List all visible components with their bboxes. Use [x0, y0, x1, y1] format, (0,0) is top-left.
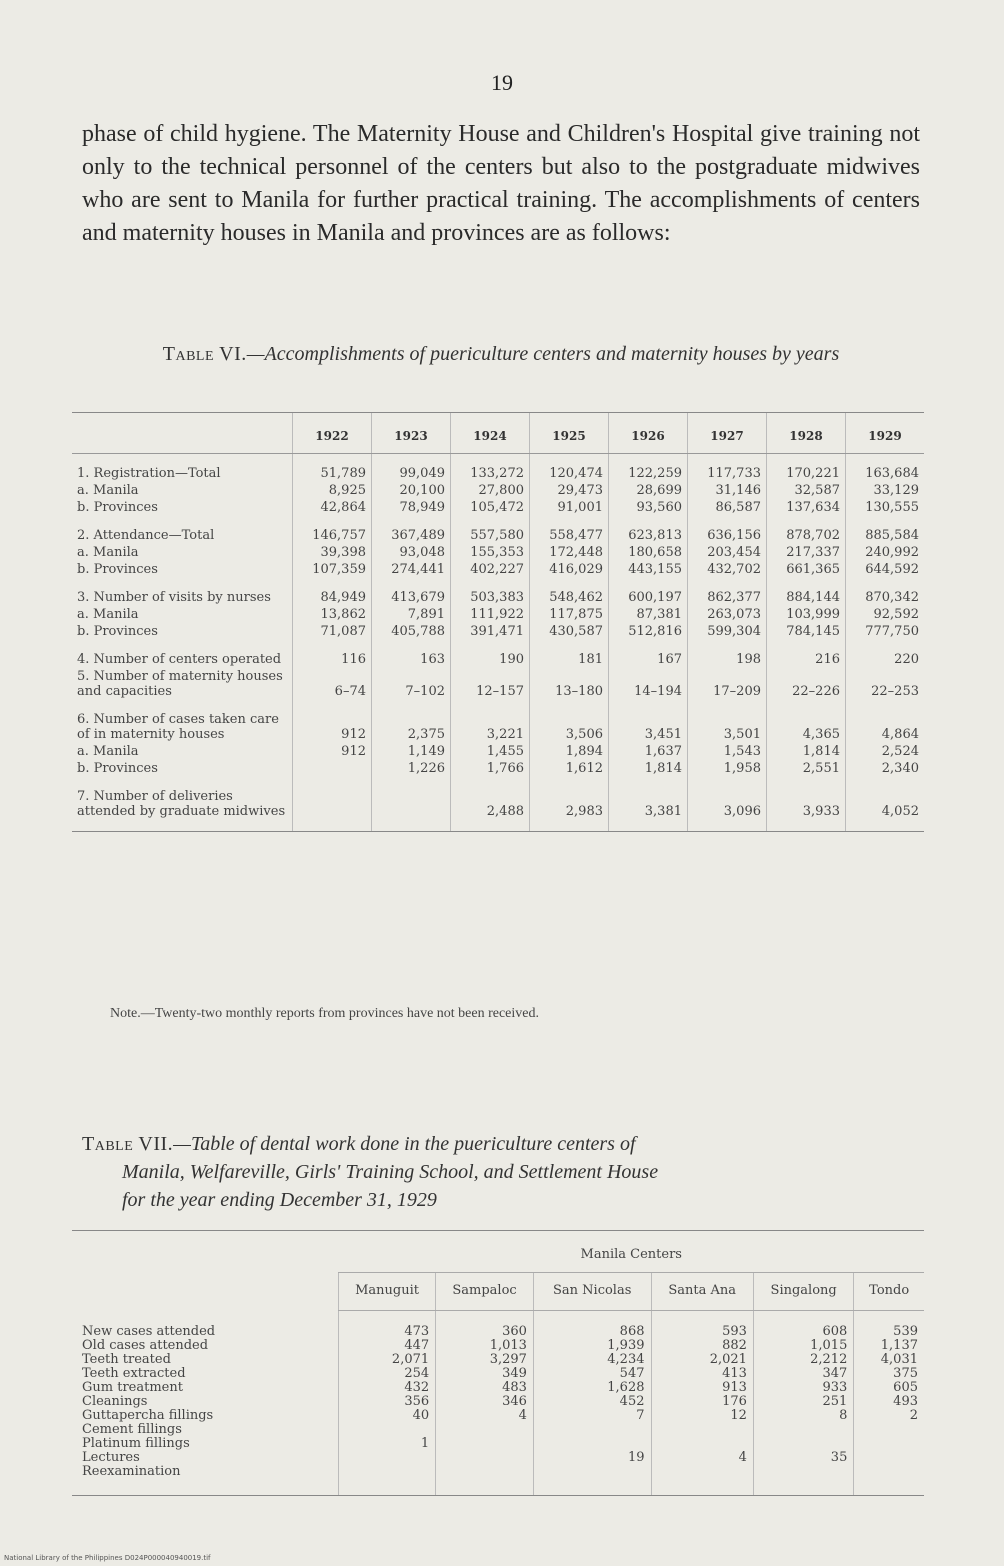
table6-cell: 1,958 [688, 760, 767, 777]
table7-caption-desc-2: Manila, Welfareville, Girls' Training School, and Settlement House [122, 1161, 659, 1183]
table6-cell: 443,155 [609, 561, 688, 578]
table6-caption [82, 340, 920, 368]
table6-cell: 42,864 [293, 499, 372, 516]
table7-cell [753, 1423, 853, 1437]
table7-row [72, 1381, 924, 1395]
table6-caption-lead: Table VI. [162, 343, 247, 365]
table6-year-header: 1925 [530, 413, 609, 454]
table6-cell: 163,684 [846, 454, 925, 483]
table7-cell: 1,015 [753, 1339, 853, 1353]
table7-row [72, 1395, 924, 1409]
table7-row [72, 1451, 924, 1465]
table6-cell: 1,612 [530, 760, 609, 777]
table6-cell [293, 777, 372, 832]
table6-cell: 644,592 [846, 561, 925, 578]
table7-cell [651, 1437, 753, 1451]
table7-row [72, 1339, 924, 1353]
intro-paragraph: phase of child hygiene. The Maternity House and Children's Hospital give training not only to the technical personnel of the centers but also to the postgraduate midwives who are sent to Manila for further practical training. The accomplishments of centers and maternity houses in Manila and provinces are as follows: [82, 121, 920, 246]
table6-cell: 416,029 [530, 561, 609, 578]
table7-row-label: Teeth treated [82, 1352, 171, 1367]
table6-cell: 1,543 [688, 743, 767, 760]
table6-cell: 3,381 [609, 777, 688, 832]
table7-column-header: Manuguit [339, 1273, 436, 1311]
table6-cell: 777,750 [846, 623, 925, 640]
table7-cell: 933 [753, 1381, 853, 1395]
table6-row [72, 499, 924, 516]
table7-cell [533, 1465, 651, 1496]
table6-cell: 17–209 [688, 668, 767, 700]
table6-cell: 39,398 [293, 544, 372, 561]
table7-cell: 251 [753, 1395, 853, 1409]
table7-row-label: Lectures [82, 1450, 140, 1465]
table7-cell: 868 [533, 1311, 651, 1340]
table6-cell: 3,221 [451, 700, 530, 743]
table6-row [72, 760, 924, 777]
table6-cell: 163 [372, 640, 451, 668]
table6-cell: 885,584 [846, 516, 925, 544]
table7-cell [533, 1423, 651, 1437]
table6-row [72, 606, 924, 623]
table6-label-header [72, 413, 293, 454]
table6-row-label: a. Manila [77, 744, 139, 759]
table6-cell: 4,864 [846, 700, 925, 743]
table7-cell: 35 [753, 1451, 853, 1465]
table7-cell: 7 [533, 1409, 651, 1423]
table6-cell: 220 [846, 640, 925, 668]
table7-column-header: Santa Ana [651, 1273, 753, 1311]
table7-cell: 349 [436, 1367, 534, 1381]
table6-row [72, 668, 924, 700]
table6-row-label: 5. Number of maternity houses and capacities [77, 669, 283, 699]
footer-credit: National Library of the Philippines D024P000040940019.tif [4, 1554, 211, 1562]
table7-cell: 4,234 [533, 1353, 651, 1367]
table6-cell: 12–157 [451, 668, 530, 700]
table7-row-label: Reexamination [72, 1465, 339, 1496]
table6-cell: 4,052 [846, 777, 925, 832]
table6-cell: 93,048 [372, 544, 451, 561]
table6-cell: 2,524 [846, 743, 925, 760]
table7-cell: 1,939 [533, 1339, 651, 1353]
table6-year-header: 1928 [767, 413, 846, 454]
table7-row [72, 1409, 924, 1423]
table6-cell: 661,365 [767, 561, 846, 578]
table6-cell: 190 [451, 640, 530, 668]
table6-cell: 263,073 [688, 606, 767, 623]
table6-cell: 1,637 [609, 743, 688, 760]
table7-cell: 1,013 [436, 1339, 534, 1353]
table6-cell: 1,894 [530, 743, 609, 760]
table6-cell: 170,221 [767, 454, 846, 483]
table7-cell: 413 [651, 1367, 753, 1381]
table6-cell: 2,375 [372, 700, 451, 743]
table7-group-row [72, 1231, 924, 1273]
table6-cell: 155,353 [451, 544, 530, 561]
table7-cell: 882 [651, 1339, 753, 1353]
table7-cell: 2 [854, 1409, 924, 1423]
table7-row-label: Guttapercha fillings [82, 1408, 214, 1423]
table6-cell: 22–226 [767, 668, 846, 700]
table6-cell: 91,001 [530, 499, 609, 516]
table7-cell: 356 [339, 1395, 436, 1409]
table7-cell [651, 1423, 753, 1437]
table6-cell: 3,096 [688, 777, 767, 832]
table6-cell: 13–180 [530, 668, 609, 700]
table6-cell: 2,488 [451, 777, 530, 832]
table7-cell: 1,628 [533, 1381, 651, 1395]
table6-row-label: b. Provinces [77, 500, 158, 515]
table6-note: Note.—Twenty-two monthly reports from provinces have not been received. [110, 1006, 540, 1021]
table6-row [72, 561, 924, 578]
table6-cell: 137,634 [767, 499, 846, 516]
table6-cell: 13,862 [293, 606, 372, 623]
table6-cell: 78,949 [372, 499, 451, 516]
table7-cell [436, 1423, 534, 1437]
table6-cell: 1,226 [372, 760, 451, 777]
table6-cell: 116 [293, 640, 372, 668]
table7-row [72, 1367, 924, 1381]
table6-cell: 8,925 [293, 482, 372, 499]
table6-cell: 31,146 [688, 482, 767, 499]
table7-cell [436, 1451, 534, 1465]
table7-cell [651, 1465, 753, 1496]
table6-cell: 99,049 [372, 454, 451, 483]
table6-caption-desc: —Accomplishments of puericulture centers and maternity houses by years [246, 343, 840, 365]
page-number: 19 [491, 70, 513, 95]
table6-row-label: 3. Number of visits by nurses [77, 590, 271, 605]
table7-row [72, 1423, 924, 1437]
table7-group-header: Manila Centers [339, 1231, 925, 1273]
table7-cell [854, 1437, 924, 1451]
table6-cell: 4,365 [767, 700, 846, 743]
table7-cell: 347 [753, 1367, 853, 1381]
table7-cell: 4 [436, 1409, 534, 1423]
table6-cell: 2,551 [767, 760, 846, 777]
table7-row-label: Cleanings [82, 1394, 148, 1409]
table6-cell: 87,381 [609, 606, 688, 623]
table7-caption-lead: Table VII. [82, 1133, 174, 1155]
table6-year-header: 1924 [451, 413, 530, 454]
table7-cell: 2,071 [339, 1353, 436, 1367]
table7-cell [753, 1465, 853, 1496]
table7-cell: 547 [533, 1367, 651, 1381]
table7-cell: 473 [339, 1311, 436, 1340]
table6-row-label: 2. Attendance—Total [77, 528, 215, 543]
table6-cell: 599,304 [688, 623, 767, 640]
table6-cell: 402,227 [451, 561, 530, 578]
table6-cell: 1,814 [609, 760, 688, 777]
table7-cell: 2,212 [753, 1353, 853, 1367]
table6-row [72, 454, 924, 483]
table6-cell: 7,891 [372, 606, 451, 623]
table7-cell: 452 [533, 1395, 651, 1409]
table6-cell: 558,477 [530, 516, 609, 544]
table7-column-header: Sampaloc [436, 1273, 534, 1311]
table7-cell: 432 [339, 1381, 436, 1395]
table6-cell: 548,462 [530, 578, 609, 606]
table7-column-header: Singalong [753, 1273, 853, 1311]
table6-cell: 367,489 [372, 516, 451, 544]
table7-cell [854, 1451, 924, 1465]
table6-cell: 217,337 [767, 544, 846, 561]
table6-row [72, 743, 924, 760]
table7-cell [339, 1451, 436, 1465]
table7-row-label: Teeth extracted [82, 1366, 186, 1381]
table6-row-label: a. Manila [77, 545, 139, 560]
table6-row [72, 700, 924, 743]
table6-cell: 172,448 [530, 544, 609, 561]
table6-cell: 503,383 [451, 578, 530, 606]
table6-cell: 14–194 [609, 668, 688, 700]
table6-row [72, 544, 924, 561]
table7-caption-desc-1: —Table of dental work done in the puericulture centers of [173, 1133, 636, 1155]
table7-cell: 3,297 [436, 1353, 534, 1367]
table6-year-header: 1923 [372, 413, 451, 454]
table7-cell: 346 [436, 1395, 534, 1409]
table6-row [72, 640, 924, 668]
table6-cell: 198 [688, 640, 767, 668]
table6-cell: 20,100 [372, 482, 451, 499]
table6-year-header: 1927 [688, 413, 767, 454]
table7-row [72, 1465, 924, 1496]
table6-cell: 1,814 [767, 743, 846, 760]
table6-row [72, 777, 924, 832]
table6-cell: 862,377 [688, 578, 767, 606]
table6-cell [293, 760, 372, 777]
table6-cell: 600,197 [609, 578, 688, 606]
table6-cell [372, 777, 451, 832]
table7 [72, 1230, 924, 1496]
table6-row-label: 6. Number of cases taken care of in maternity houses [77, 712, 279, 742]
table7-cell [854, 1423, 924, 1437]
table6-cell: 430,587 [530, 623, 609, 640]
table6-cell: 86,587 [688, 499, 767, 516]
table6-cell: 870,342 [846, 578, 925, 606]
table7-row-label: Cement fillings [82, 1422, 182, 1437]
table6-cell: 203,454 [688, 544, 767, 561]
table6-row-label: a. Manila [77, 483, 139, 498]
table6-cell: 884,144 [767, 578, 846, 606]
table6-cell: 130,555 [846, 499, 925, 516]
table7-label-header [72, 1231, 339, 1311]
table6-cell: 122,259 [609, 454, 688, 483]
table7-cell: 4 [651, 1451, 753, 1465]
table6-row-label: 1. Registration—Total [77, 466, 221, 481]
table6-cell: 413,679 [372, 578, 451, 606]
table6 [72, 412, 924, 832]
table6-cell: 32,587 [767, 482, 846, 499]
table6-cell: 22–253 [846, 668, 925, 700]
table6-cell: 216 [767, 640, 846, 668]
table6-cell: 1,455 [451, 743, 530, 760]
table7-cell: 360 [436, 1311, 534, 1340]
table6-cell: 3,506 [530, 700, 609, 743]
table6-row-label: b. Provinces [77, 761, 158, 776]
table6-cell: 240,992 [846, 544, 925, 561]
table7-cell: 913 [651, 1381, 753, 1395]
table6-year-header: 1922 [293, 413, 372, 454]
table6-cell: 181 [530, 640, 609, 668]
table6-row [72, 482, 924, 499]
table6-row-label: 4. Number of centers operated [77, 652, 282, 667]
table6-row-label: a. Manila [77, 607, 139, 622]
table6-row-label: b. Provinces [77, 624, 158, 639]
table6-cell: 636,156 [688, 516, 767, 544]
table7-cell: 1,137 [854, 1339, 924, 1353]
table6-header-row [72, 413, 924, 454]
table6-cell: 27,800 [451, 482, 530, 499]
table6-cell: 117,733 [688, 454, 767, 483]
table7-cell: 254 [339, 1367, 436, 1381]
table6-cell: 28,699 [609, 482, 688, 499]
table6-cell: 117,875 [530, 606, 609, 623]
table7-column-header: Tondo [854, 1273, 924, 1311]
table6-cell: 107,359 [293, 561, 372, 578]
table6-cell: 2,340 [846, 760, 925, 777]
table7-cell: 375 [854, 1367, 924, 1381]
table6-cell: 3,501 [688, 700, 767, 743]
table6-cell: 391,471 [451, 623, 530, 640]
table6-cell: 3,451 [609, 700, 688, 743]
table7-row [72, 1437, 924, 1451]
table7-cell: 539 [854, 1311, 924, 1340]
table7-cell: 605 [854, 1381, 924, 1395]
table6-cell: 51,789 [293, 454, 372, 483]
table6-cell: 1,766 [451, 760, 530, 777]
table7-column-header: San Nicolas [533, 1273, 651, 1311]
table6-cell: 84,949 [293, 578, 372, 606]
table6-cell: 29,473 [530, 482, 609, 499]
table6-cell: 912 [293, 743, 372, 760]
table7-cell: 19 [533, 1451, 651, 1465]
table7-cell: 2,021 [651, 1353, 753, 1367]
table6-cell: 93,560 [609, 499, 688, 516]
table6-cell: 7–102 [372, 668, 451, 700]
table6-year-header: 1929 [846, 413, 925, 454]
table6-year-header: 1926 [609, 413, 688, 454]
table7-cell: 593 [651, 1311, 753, 1340]
table6-cell: 784,145 [767, 623, 846, 640]
table7-cell: 483 [436, 1381, 534, 1395]
table7-cell: 608 [753, 1311, 853, 1340]
table6-row [72, 516, 924, 544]
table6-row-label: 7. Number of deliveries attended by graduate midwives [72, 777, 293, 832]
table6-cell: 71,087 [293, 623, 372, 640]
table6-cell: 111,922 [451, 606, 530, 623]
table6-row [72, 578, 924, 606]
table7-cell: 4,031 [854, 1353, 924, 1367]
table7-cell: 1 [339, 1437, 436, 1451]
table7-row-label: Old cases attended [82, 1338, 209, 1353]
table7-cell: 12 [651, 1409, 753, 1423]
table6-cell: 912 [293, 700, 372, 743]
table6-cell: 274,441 [372, 561, 451, 578]
table6-cell: 120,474 [530, 454, 609, 483]
table6-cell: 105,472 [451, 499, 530, 516]
table7-cell [339, 1423, 436, 1437]
table6-cell: 6–74 [293, 668, 372, 700]
table6-cell: 557,580 [451, 516, 530, 544]
table6-cell: 512,816 [609, 623, 688, 640]
table6-cell: 432,702 [688, 561, 767, 578]
table7-cell [753, 1437, 853, 1451]
table7-row [72, 1311, 924, 1340]
table7-row-label: New cases attended [82, 1323, 216, 1339]
table6-cell: 3,933 [767, 777, 846, 832]
table6-cell: 1,149 [372, 743, 451, 760]
table6-cell: 180,658 [609, 544, 688, 561]
table6-row-label: b. Provinces [77, 562, 158, 577]
table6-cell: 167 [609, 640, 688, 668]
table6-cell: 878,702 [767, 516, 846, 544]
table7-row-label: Gum treatment [82, 1380, 183, 1395]
table6-cell: 405,788 [372, 623, 451, 640]
table6-cell: 623,813 [609, 516, 688, 544]
table7-cell: 8 [753, 1409, 853, 1423]
table7-cell: 176 [651, 1395, 753, 1409]
table6-cell: 133,272 [451, 454, 530, 483]
table7-cell: 493 [854, 1395, 924, 1409]
table7-cell: 40 [339, 1409, 436, 1423]
table7-cell [436, 1437, 534, 1451]
table7-row [72, 1353, 924, 1367]
table7-cell: 447 [339, 1339, 436, 1353]
table7-caption [82, 1130, 920, 1214]
table6-cell: 103,999 [767, 606, 846, 623]
table7-row-label: Platinum fillings [82, 1436, 190, 1451]
table6-row [72, 623, 924, 640]
table6-cell: 146,757 [293, 516, 372, 544]
table7-cell [436, 1465, 534, 1496]
table6-cell: 92,592 [846, 606, 925, 623]
table6-cell: 33,129 [846, 482, 925, 499]
table6-cell: 2,983 [530, 777, 609, 832]
table7-caption-desc-3: for the year ending December 31, 1929 [122, 1189, 437, 1211]
table7-cell [339, 1465, 436, 1496]
table7-cell [854, 1465, 924, 1496]
table7-cell [533, 1437, 651, 1451]
